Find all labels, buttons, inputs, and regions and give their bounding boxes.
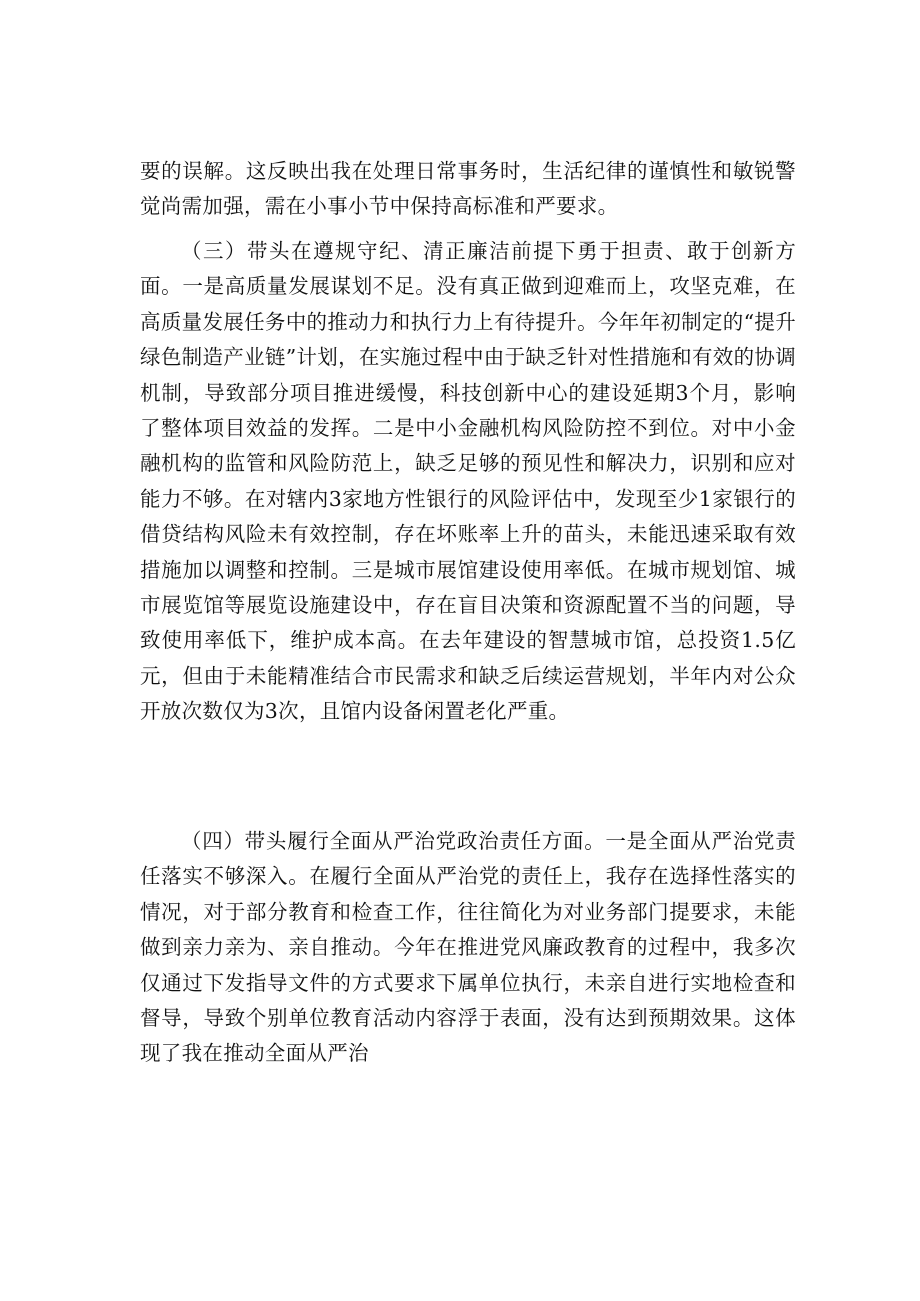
paragraph-continuation — [140, 154, 796, 225]
paragraph-text: （四）带头履行全面从严治党政治责任方面。一是全面从严治党责任落实不够深入。在履行全面从严治党的责任上，我存在选择性落实的情况，对于部分教育和检查工作，往往简化为对业务部门提要求，未能做到亲力亲为、亲自推动。今年在推进党风廉政教育的过程中，我多次仅通过下发指导文件的方式要求下属单位执行，未亲自进行实地检查和督导，导致个别单位教育活动内容浮于表面，没有达到预期效果。这体现了我在推动全面从严治 — [140, 829, 796, 1066]
paragraph-section-four — [140, 824, 796, 1072]
paragraph-text: （三）带头在遵规守纪、清正廉洁前提下勇于担责、敢于创新方面。一是高质量发展谋划不足。没有真正做到迎难而上，攻坚克难，在高质量发展任务中的推动力和执行力上有待提升。今年年初制定的“提升绿色制造产业链”计划，在实施过程中由于缺乏针对性措施和有效的协调机制，导致部分项目推进缓慢，科技创新中心的建设延期3个月，影响了整体项目效益的发挥。二是中小金融机构风险防控不到位。对中小金融机构的监管和风险防范上，缺乏足够的预见性和解决力，识别和应对能力不够。在对辖内3家地方性银行的风险评估中，发现至少1家银行的借贷结构风险未有效控制，存在坏账率上升的苗头，未能迅速采取有效措施加以调整和控制。三是城市展馆建设使用率低。在城市规划馆、城市展览馆等展览设施建设中，存在盲目决策和资源配置不当的问题，导致使用率低下，维护成本高。在去年建设的智慧城市馆，总投资1.5亿元，但由于未能精准结合市民需求和缺乏后续运营规划，半年内对公众开放次数仅为3次，且馆内设备闲置老化严重。 — [140, 239, 796, 724]
paragraph-text: 要的误解。这反映出我在处理日常事务时，生活纪律的谨慎性和敏锐警觉尚需加强，需在小事小节中保持高标准和严要求。 — [140, 159, 796, 219]
paragraph-section-three — [140, 234, 796, 730]
